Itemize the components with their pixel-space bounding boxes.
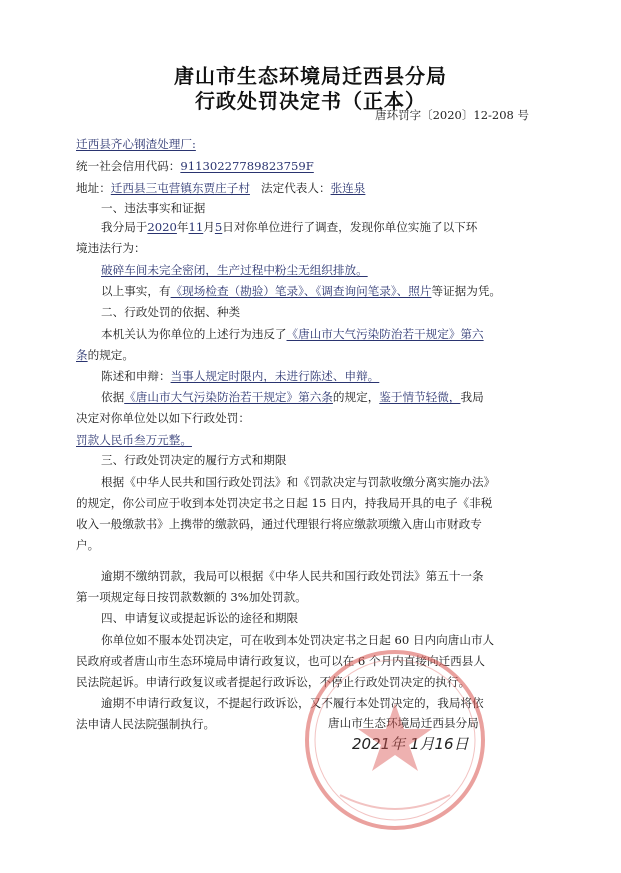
- doc-title-line1: 唐山市生态环境局迁西县分局: [174, 64, 447, 88]
- survey-month: 11: [188, 220, 204, 234]
- sec4-p1-l2: 民政府或者唐山市生态环境局申请行政复议，也可以在 6 个月内直接向迁西县人: [76, 654, 485, 668]
- violated-law: 《唐山市大气污染防治若干规定》第六: [286, 327, 484, 341]
- sec3-p1-l1: 根据《中华人民共和国行政处罚法》和《罚款决定与罚款收缴分离实施办法》: [101, 475, 496, 489]
- sec4-p1-l3: 民法院起诉。申请行政复议或者提起行政诉讼，不停止行政处罚决定的执行。: [76, 675, 471, 689]
- sec2-para1-line2: [76, 347, 134, 363]
- sec1-text-b: 年: [176, 220, 189, 234]
- sec4-p1-l1: 你单位如不服本处罚决定，可在收到本处罚决定书之日起 60 日内向唐山市人: [101, 633, 495, 647]
- sec3-p1-l3: 收入一般缴款书》上携带的缴款码，通过代理银行将应缴款项缴入唐山市财政专: [76, 517, 482, 531]
- sec2-para1: [101, 326, 484, 342]
- address-label: 地址：: [76, 181, 111, 195]
- sec2-text-b: 的规定。: [87, 348, 134, 362]
- sec3-p1-l2: 的规定，你公司应于收到本处罚决定书之日起 15 日内，持我局开具的电子《非税: [76, 496, 493, 510]
- basis-law: 《唐山市大气污染防治若干规定》第六条: [124, 390, 333, 404]
- credit-code-value: 91130227789823759F: [180, 159, 314, 173]
- sec2-text-a: 本机关认为你单位的上述行为违反了: [101, 327, 287, 341]
- evidence-text-a: 以上事实，有: [101, 284, 171, 298]
- official-seal-icon: [300, 645, 490, 835]
- sec1-heading: 一、违法事实和证据: [101, 201, 206, 215]
- legal-rep-value: 张连泉: [330, 181, 366, 195]
- sec1-text-d: 日对你单位进行了调查，发现你单位实施了以下环: [222, 220, 478, 234]
- penalty-row: [76, 432, 192, 448]
- sec1-text-c: 月: [203, 220, 215, 234]
- evidence-text-b: 等证据为凭。: [431, 284, 502, 298]
- evidence-docs: 《现场检查（勘验）笔录》、《调查询问笔录》、照片: [170, 284, 432, 298]
- survey-day: 5: [214, 220, 223, 234]
- sec3-p2-l2: 第一项规定每日按罚款数额的 3%加处罚款。: [76, 590, 307, 604]
- sec2-heading: 二、行政处罚的依据、种类: [101, 305, 241, 319]
- doc-title-line2: 行政处罚决定书（正本）: [195, 89, 426, 113]
- survey-year: 2020: [147, 220, 177, 234]
- sec3-p1-l4: 户。: [76, 538, 100, 552]
- basis-row: [101, 389, 484, 405]
- sec1-text-a: 我分局于: [101, 220, 148, 234]
- defense-label: 陈述和申辩：: [101, 369, 171, 383]
- basis-line2: 决定对你单位处以如下行政处罚：: [76, 411, 250, 425]
- sec3-heading: 三、行政处罚决定的履行方式和期限: [101, 453, 287, 467]
- address-row: [76, 180, 365, 196]
- legal-rep-label: 法定代表人：: [261, 181, 331, 195]
- basis-reason: 鉴于情节轻微，: [379, 390, 461, 404]
- basis-text-c: 我局: [460, 390, 484, 404]
- party-name: 迁西县齐心钢渣处理厂:: [76, 137, 196, 151]
- sec1-para1: [101, 219, 477, 235]
- signing-org: 唐山市生态环境局迁西县分局: [328, 716, 479, 730]
- doc-number: 唐环罚字〔2020〕12-208 号: [375, 108, 529, 122]
- sec4-p2-l1: 逾期不申请行政复议，不提起行政诉讼，又不履行本处罚决定的，我局将依: [101, 696, 484, 710]
- violation-text: 破碎车间未完全密闭，生产过程中粉尘无组织排放。: [101, 263, 368, 277]
- penalty-text: 罚款人民币叁万元整。: [76, 433, 192, 447]
- violation-row: [101, 262, 368, 278]
- defense-row: [101, 368, 379, 384]
- credit-code-label: 统一社会信用代码：: [76, 159, 181, 173]
- signing-date: 2021年 1月16日: [352, 735, 469, 753]
- defense-text: 当事人规定时限内，未进行陈述、申辩。: [170, 369, 380, 383]
- party-name-row: [76, 136, 196, 152]
- sec4-p2-l2: 法申请人民法院强制执行。: [76, 717, 216, 731]
- sec1-para1-line2: 境违法行为：: [76, 241, 146, 255]
- sec3-p2-l1: 逾期不缴纳罚款，我局可以根据《中华人民共和国行政处罚法》第五十一条: [101, 569, 484, 583]
- basis-text-a: 依据: [101, 390, 125, 404]
- evidence-row: [101, 283, 501, 299]
- basis-text-b: 的规定，: [332, 390, 380, 404]
- violated-law-cont: 条: [76, 348, 88, 362]
- credit-code-row: [76, 158, 314, 174]
- address-value: 迁西县三屯营镇东贾庄子村: [110, 181, 250, 195]
- sec4-heading: 四、申请复议或提起诉讼的途径和期限: [101, 611, 299, 625]
